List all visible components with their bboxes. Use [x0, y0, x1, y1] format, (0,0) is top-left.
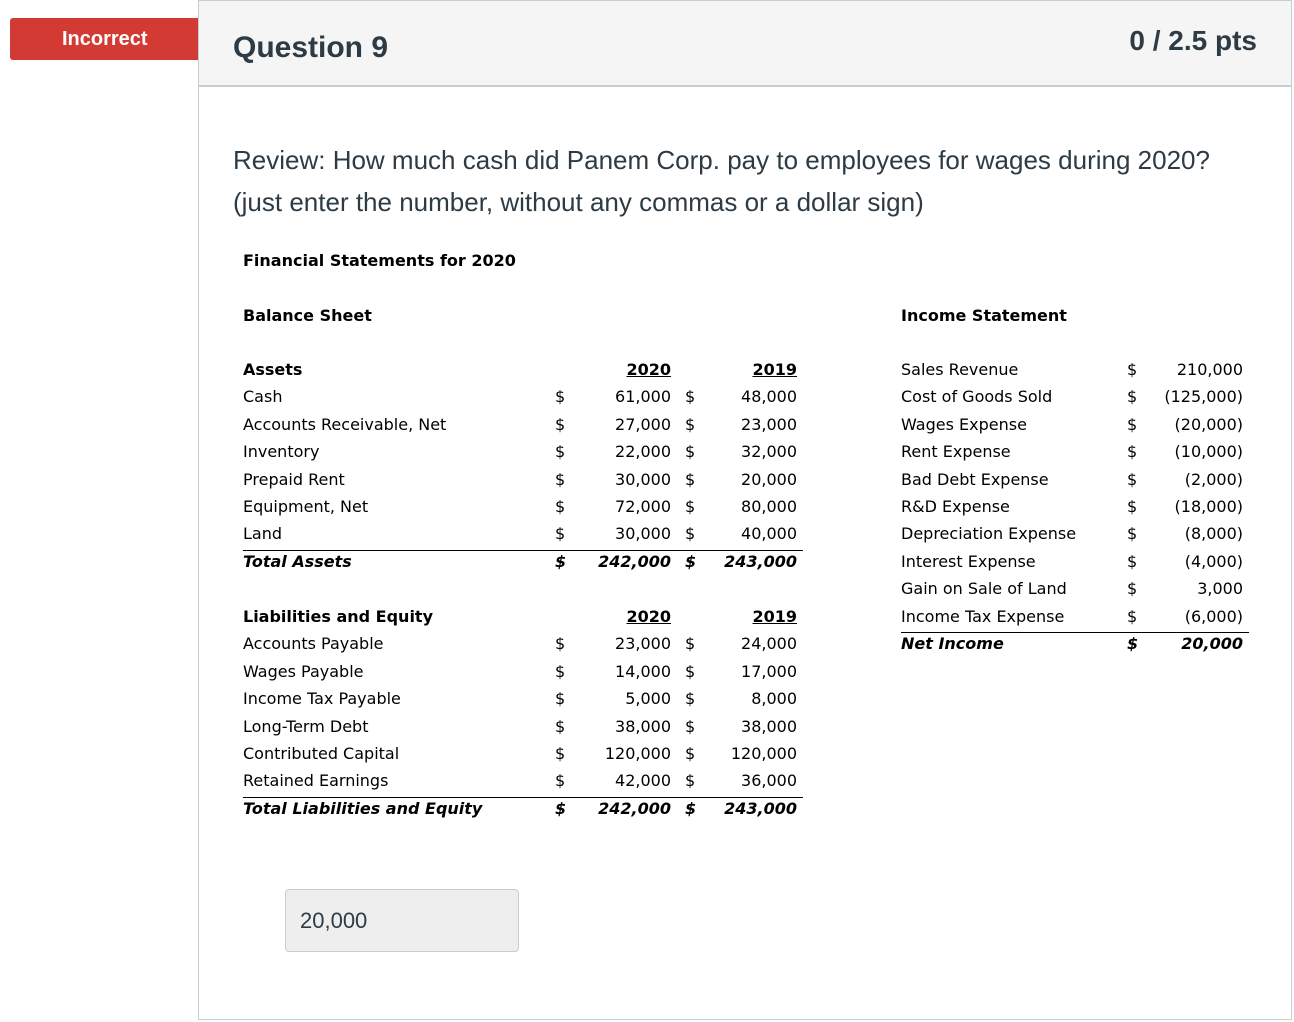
is-row-label: Income Tax Expense — [901, 606, 1065, 626]
status-badge-label: Incorrect — [10, 18, 200, 60]
is-row-value: (20,000) — [1174, 414, 1243, 434]
currency-symbol: $ — [555, 387, 566, 407]
total-2019: 243,000 — [724, 551, 797, 571]
is-row-label: Bad Debt Expense — [901, 469, 1049, 489]
currency-symbol: $ — [685, 497, 696, 516]
value-2019: 36,000 — [741, 771, 797, 791]
liabilities-total-label: Total Liabilities and Equity — [243, 798, 483, 818]
value-2019: 23,000 — [741, 414, 797, 434]
total-2020: 242,000 — [598, 798, 671, 818]
row-label: Retained Earnings — [243, 771, 389, 791]
currency-symbol: $ — [685, 798, 697, 818]
net-income-label: Net Income — [901, 634, 1004, 653]
value-2019: 20,000 — [741, 469, 797, 489]
assets-header: Assets — [243, 360, 303, 379]
currency-symbol: $ — [685, 716, 696, 736]
currency-symbol: $ — [555, 497, 566, 516]
row-label: Income Tax Payable — [243, 689, 401, 709]
currency-symbol: $ — [685, 689, 696, 709]
row-label: Long-Term Debt — [243, 716, 369, 736]
question-text: Review: How much cash did Panem Corp. pay to employees for wages during 2020? (just enter the number, without any commas or a dollar sign) — [233, 145, 1210, 217]
currency-symbol: $ — [1127, 634, 1139, 653]
total-2020: 242,000 — [598, 551, 671, 571]
currency-symbol: $ — [685, 744, 696, 763]
value-2020: 23,000 — [615, 634, 671, 654]
value-2019: 40,000 — [741, 524, 797, 544]
currency-symbol: $ — [555, 716, 566, 736]
financial-statements — [199, 1, 1291, 1019]
row-label: Contributed Capital — [243, 744, 400, 763]
value-2020: 61,000 — [615, 387, 671, 407]
question-title: Question 9 — [233, 31, 389, 64]
is-row-value: (6,000) — [1184, 606, 1243, 626]
assets-year-2019: 2019 — [752, 360, 797, 379]
liabilities-total-rule — [243, 797, 803, 798]
currency-symbol: $ — [1127, 606, 1138, 626]
fs-title: Financial Statements for 2020 — [243, 251, 516, 270]
is-row-value: (125,000) — [1164, 387, 1243, 407]
value-2019: 32,000 — [741, 442, 797, 462]
value-2019: 8,000 — [751, 689, 797, 709]
row-label: Accounts Receivable, Net — [243, 414, 447, 434]
is-row-label: R&D Expense — [901, 497, 1010, 516]
currency-symbol: $ — [1127, 524, 1138, 544]
balance-sheet-heading: Balance Sheet — [243, 306, 372, 325]
row-label: Wages Payable — [243, 661, 364, 681]
is-row-value: (18,000) — [1174, 497, 1243, 516]
currency-symbol: $ — [555, 771, 566, 791]
is-row-label: Depreciation Expense — [901, 524, 1077, 544]
answer-input[interactable]: 20,000 — [285, 889, 519, 952]
value-2020: 5,000 — [625, 689, 671, 709]
value-2019: 120,000 — [730, 744, 797, 763]
currency-symbol: $ — [555, 661, 566, 681]
is-row-value: 3,000 — [1197, 579, 1243, 599]
is-row-label: Wages Expense — [901, 414, 1027, 434]
row-label: Accounts Payable — [243, 634, 384, 654]
total-2019: 243,000 — [724, 798, 797, 818]
currency-symbol: $ — [685, 771, 696, 791]
row-label: Equipment, Net — [243, 497, 369, 516]
currency-symbol: $ — [685, 661, 696, 681]
currency-symbol: $ — [685, 634, 696, 654]
row-label: Cash — [243, 387, 283, 407]
currency-symbol: $ — [1127, 469, 1138, 489]
question-card — [198, 0, 1292, 1020]
currency-symbol: $ — [1127, 387, 1138, 407]
value-2019: 24,000 — [741, 634, 797, 654]
value-2020: 27,000 — [615, 414, 671, 434]
liabilities-header: Liabilities and Equity — [243, 607, 434, 626]
currency-symbol: $ — [555, 798, 567, 818]
row-label: Inventory — [243, 442, 320, 462]
income-statement-heading: Income Statement — [901, 306, 1067, 325]
value-2019: 38,000 — [741, 716, 797, 736]
assets-year-2020: 2020 — [626, 360, 671, 379]
question-points: 0 / 2.5 pts — [1129, 25, 1257, 56]
is-row-label: Sales Revenue — [901, 360, 1019, 379]
currency-symbol: $ — [685, 387, 696, 407]
value-2019: 48,000 — [741, 387, 797, 407]
liabilities-year-2020: 2020 — [626, 607, 671, 626]
currency-symbol: $ — [555, 689, 566, 709]
currency-symbol: $ — [555, 442, 566, 462]
currency-symbol: $ — [685, 551, 697, 571]
value-2020: 30,000 — [615, 524, 671, 544]
currency-symbol: $ — [555, 524, 566, 544]
currency-symbol: $ — [1127, 442, 1138, 462]
value-2020: 30,000 — [615, 469, 671, 489]
currency-symbol: $ — [555, 634, 566, 654]
value-2020: 120,000 — [604, 744, 671, 763]
assets-total-rule — [243, 550, 803, 551]
assets-total-label: Total Assets — [243, 551, 352, 571]
is-row-label: Interest Expense — [901, 551, 1036, 571]
is-row-value: (2,000) — [1184, 469, 1243, 489]
value-2019: 17,000 — [741, 661, 797, 681]
is-row-label: Gain on Sale of Land — [901, 579, 1067, 599]
value-2019: 80,000 — [741, 497, 797, 516]
is-row-value: (10,000) — [1174, 442, 1243, 462]
currency-symbol: $ — [555, 469, 566, 489]
is-row-value: (4,000) — [1184, 551, 1243, 571]
currency-symbol: $ — [1127, 579, 1138, 599]
currency-symbol: $ — [1127, 551, 1138, 571]
currency-symbol: $ — [1127, 497, 1138, 516]
value-2020: 14,000 — [615, 661, 671, 681]
is-row-label: Rent Expense — [901, 442, 1011, 462]
currency-symbol: $ — [685, 524, 696, 544]
currency-symbol: $ — [685, 414, 696, 434]
value-2020: 42,000 — [615, 771, 671, 791]
value-2020: 22,000 — [615, 442, 671, 462]
is-total-rule — [901, 632, 1249, 633]
value-2020: 38,000 — [615, 716, 671, 736]
currency-symbol: $ — [1127, 414, 1138, 434]
currency-symbol: $ — [555, 744, 566, 763]
row-label: Land — [243, 524, 283, 544]
currency-symbol: $ — [1127, 360, 1138, 379]
liabilities-year-2019: 2019 — [752, 607, 797, 626]
currency-symbol: $ — [555, 414, 566, 434]
currency-symbol: $ — [685, 442, 696, 462]
currency-symbol: $ — [555, 551, 567, 571]
net-income-value: 20,000 — [1181, 634, 1243, 653]
value-2020: 72,000 — [615, 497, 671, 516]
incorrect-status-badge — [10, 18, 210, 60]
currency-symbol: $ — [685, 469, 696, 489]
is-row-value: 210,000 — [1176, 360, 1243, 379]
is-row-label: Cost of Goods Sold — [901, 387, 1053, 407]
is-row-value: (8,000) — [1184, 524, 1243, 544]
row-label: Prepaid Rent — [243, 469, 345, 489]
